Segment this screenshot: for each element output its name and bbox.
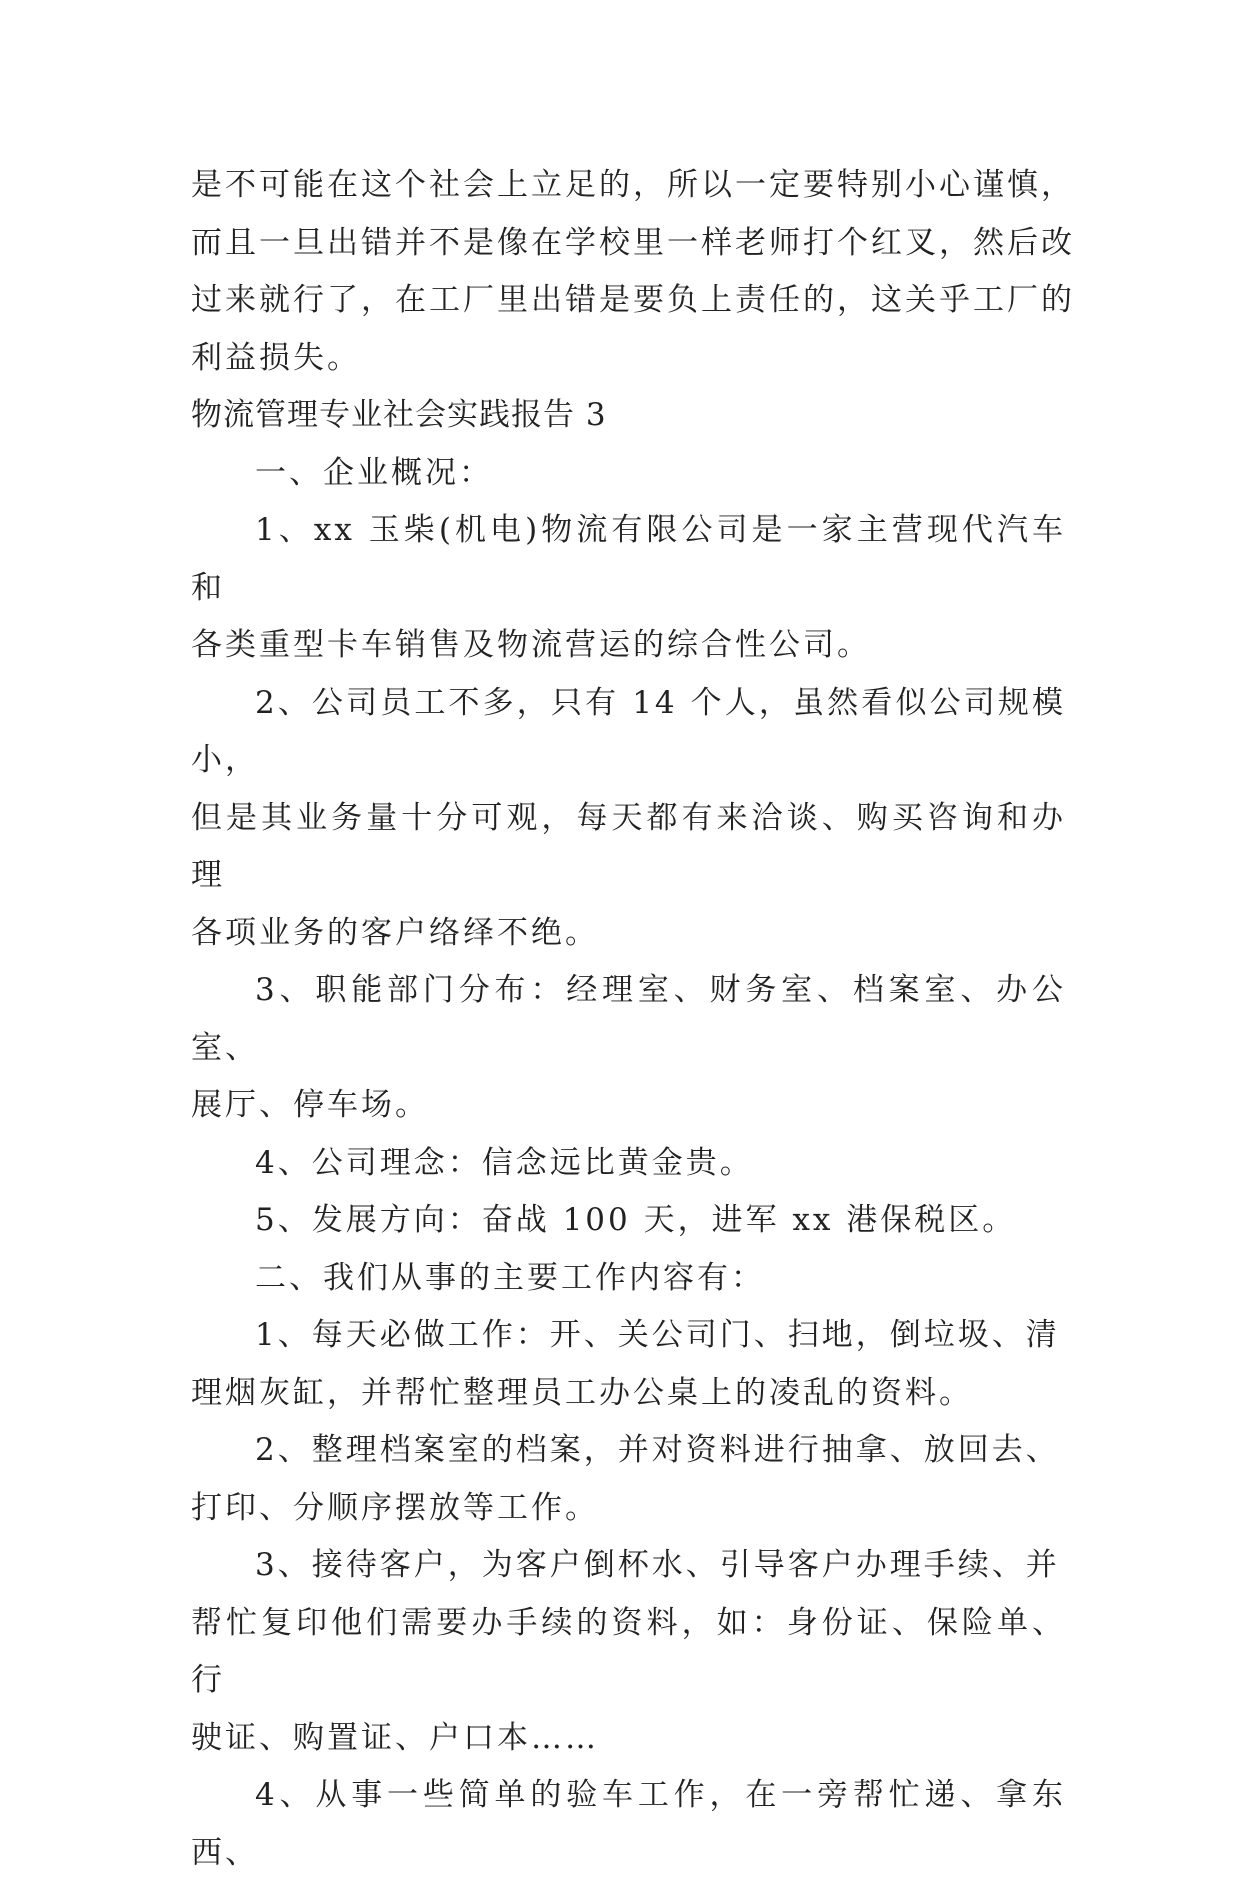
text-line: 1、xx 玉柴(机电)物流有限公司是一家主营现代汽车和 — [191, 512, 1066, 606]
text-line: 2、公司员工不多，只有 14 个人，虽然看似公司规模小， — [191, 684, 1066, 778]
text-line: 3、职能部门分布：经理室、财务室、档案室、办公室、 — [191, 972, 1066, 1066]
heading-company-overview — [191, 445, 1066, 503]
text-line: 2、整理档案室的档案，并对资料进行抽拿、放回去、 — [255, 1432, 1060, 1468]
text-line: 1、每天必做工作：开、关公司门、扫地，倒垃圾、清 — [255, 1317, 1060, 1353]
text-line: 5、发展方向：奋战 100 天，进军 xx 港保税区。 — [255, 1202, 1017, 1238]
paragraph-work-2 — [191, 1422, 1066, 1537]
paragraph-work-1 — [191, 1307, 1066, 1422]
text-line: 而且一旦出错并不是像在学校里一样老师打个红叉，然后改 — [191, 224, 1075, 261]
text-line: 二、我们从事的主要工作内容有： — [255, 1259, 765, 1296]
text-line: 理烟灰缸，并帮忙整理员工办公桌上的凌乱的资料。 — [191, 1374, 973, 1411]
paragraph-work-4 — [191, 1767, 1066, 1882]
paragraph-item-1 — [191, 502, 1066, 675]
paragraph-item-2 — [191, 675, 1066, 963]
document-page — [191, 157, 1075, 1882]
text-line: 打印、分顺序摆放等工作。 — [191, 1489, 599, 1526]
paragraph-item-5 — [191, 1192, 1066, 1250]
text-line: 驶证、购置证、户口本…… — [191, 1719, 599, 1756]
paragraph-continuation — [191, 157, 1075, 387]
paragraph-item-4 — [191, 1135, 1066, 1193]
text-line: 各项业务的客户络绎不绝。 — [191, 914, 599, 951]
text-line: 是不可能在这个社会上立足的，所以一定要特别小心谨慎， — [191, 167, 1075, 203]
text-line: 4、公司理念：信念远比黄金贵。 — [255, 1144, 754, 1181]
section-title — [191, 387, 1066, 445]
section-title-text: 物流管理专业社会实践报告 3 — [191, 397, 607, 433]
text-line: 一、企业概况： — [255, 454, 493, 491]
paragraph-work-3 — [191, 1537, 1066, 1767]
text-line: 过来就行了，在工厂里出错是要负上责任的，这关乎工厂的 — [191, 282, 1075, 318]
text-line: 各类重型卡车销售及物流营运的综合性公司。 — [191, 627, 871, 663]
text-line: 利益损失。 — [191, 339, 361, 376]
paragraph-item-3 — [191, 962, 1066, 1135]
text-line: 4、从事一些简单的验车工作，在一旁帮忙递、拿东西、 — [191, 1777, 1066, 1871]
text-line: 展厅、停车场。 — [191, 1087, 429, 1123]
text-line: 3、接待客户，为客户倒杯水、引导客户办理手续、并 — [255, 1547, 1060, 1583]
text-line: 帮忙复印他们需要办手续的资料，如：身份证、保险单、行 — [191, 1604, 1066, 1698]
heading-main-work — [191, 1250, 1066, 1308]
text-line: 但是其业务量十分可观，每天都有来洽谈、购买咨询和办理 — [191, 799, 1066, 893]
